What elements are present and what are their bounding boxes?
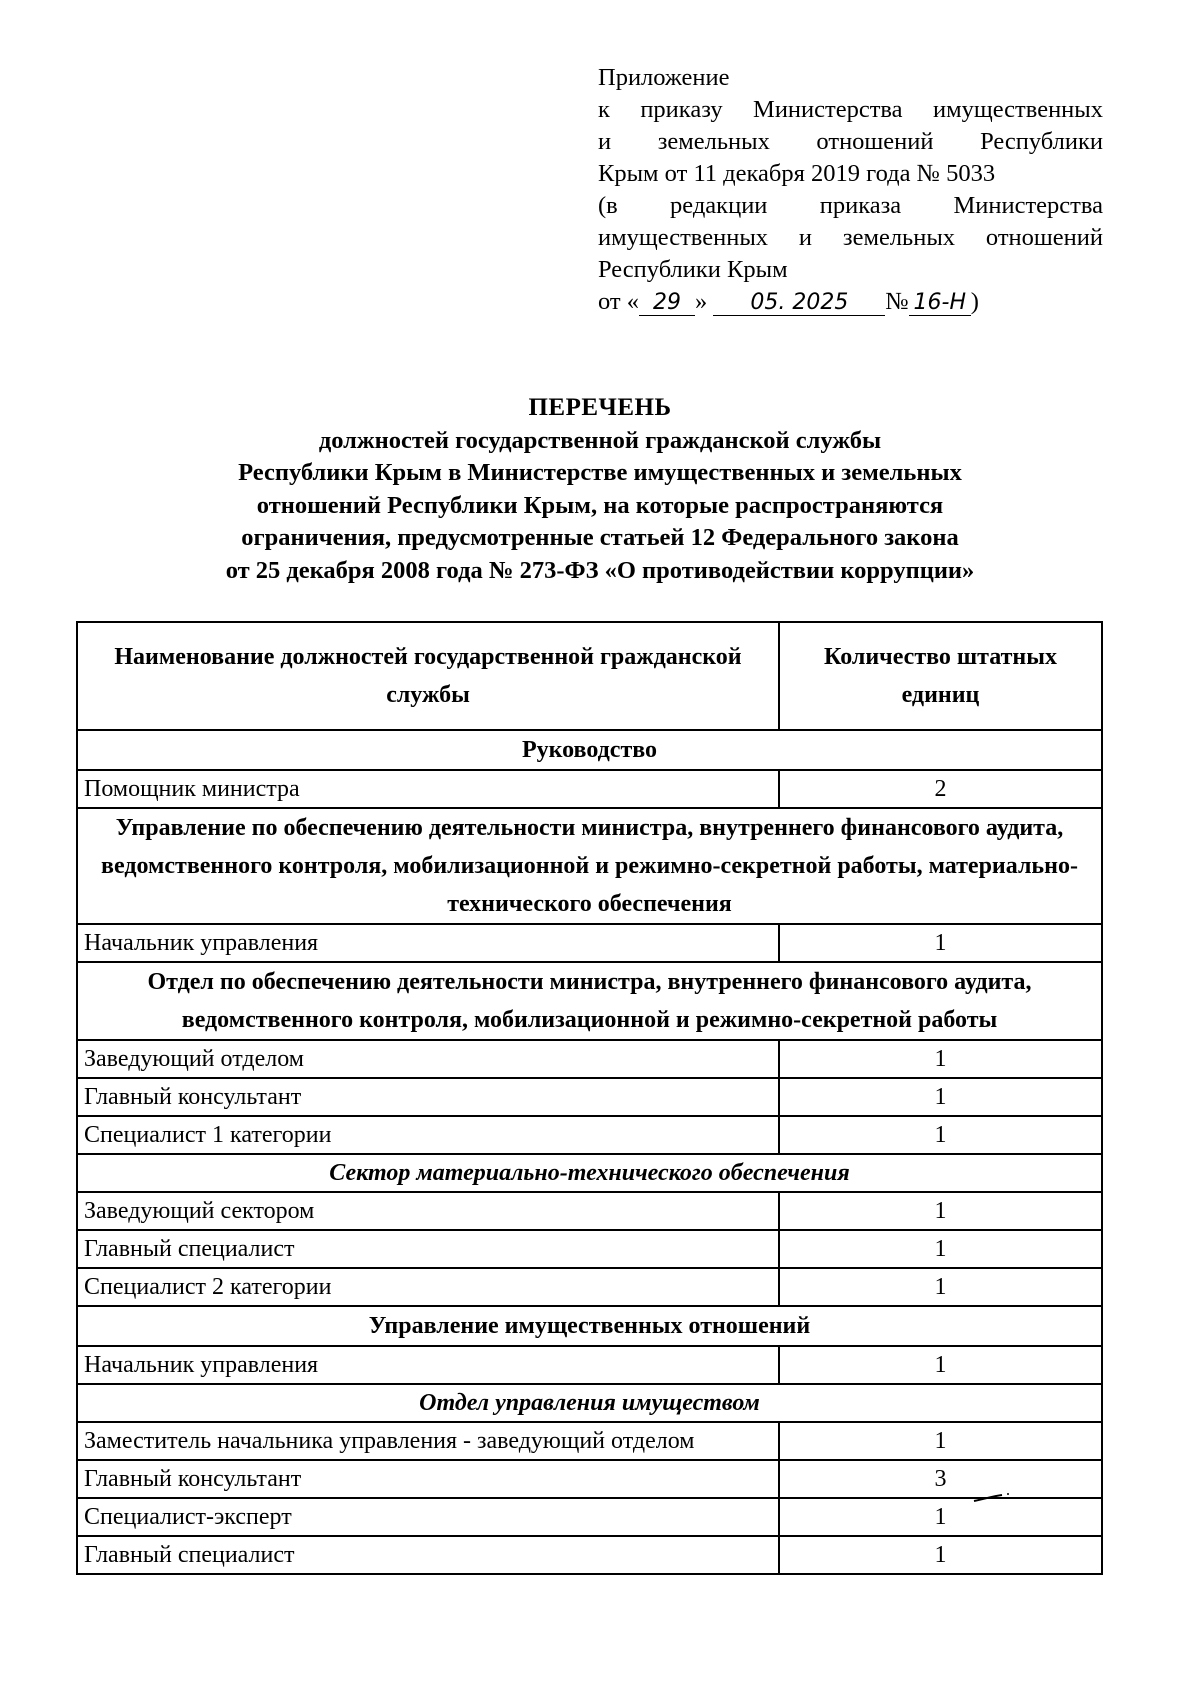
- position-name: Специалист-эксперт: [77, 1498, 779, 1536]
- section-title: Управление по обеспечению деятельности министра, внутреннего финансового аудита, ведомственного контроля, мобилизационной и режимно-секретной работы, материально-технического обеспечения: [77, 808, 1102, 924]
- section-row: [77, 962, 1102, 1040]
- position-name: Главный консультант: [77, 1460, 779, 1498]
- heading-line: от 25 декабря 2008 года № 273-ФЗ «О противодействии коррупции»: [225, 556, 975, 584]
- position-name: Заместитель начальника управления - заведующий отделом: [77, 1422, 779, 1460]
- handwritten-day: 29: [639, 291, 695, 316]
- table-row: [77, 1498, 1102, 1536]
- position-quantity: 2: [779, 770, 1102, 808]
- section-row: [77, 808, 1102, 924]
- document-heading: [60, 392, 1140, 587]
- handwritten-number: 16-Н: [909, 291, 971, 316]
- table-row: [77, 1536, 1102, 1574]
- position-quantity: 1: [779, 1040, 1102, 1078]
- table-row: [77, 1078, 1102, 1116]
- subsection-row: [77, 1384, 1102, 1422]
- position-name: Специалист 1 категории: [77, 1116, 779, 1154]
- appendix-line: и земельных отношений Республики: [598, 128, 1103, 155]
- heading-line: Республики Крым в Министерстве имущественных и земельных: [238, 459, 962, 486]
- appendix-line: к приказу Министерства имущественных: [598, 96, 1103, 123]
- appendix-line: Республики Крым: [598, 256, 788, 283]
- position-quantity: 1: [779, 1078, 1102, 1116]
- position-name: Заведующий сектором: [77, 1192, 779, 1230]
- document-title: ПЕРЕЧЕНЬ: [528, 394, 672, 421]
- positions-table: [76, 621, 1103, 1575]
- position-quantity: 1: [779, 1498, 1102, 1536]
- positions-table-body: [77, 622, 1102, 1574]
- position-name: Специалист 2 категории: [77, 1268, 779, 1306]
- position-name: Главный специалист: [77, 1230, 779, 1268]
- table-row: [77, 1460, 1102, 1498]
- date-prefix: от «: [598, 288, 640, 315]
- position-name: Главный специалист: [77, 1536, 779, 1574]
- position-quantity: 1: [779, 1422, 1102, 1460]
- table-row: [77, 1346, 1102, 1384]
- header-position-name: Наименование должностей государственной гражданской службы: [77, 622, 779, 730]
- position-name: Заведующий отделом: [77, 1040, 779, 1078]
- position-quantity: 1: [779, 1346, 1102, 1384]
- position-quantity: 3: [779, 1460, 1102, 1498]
- table-row: [77, 1040, 1102, 1078]
- position-quantity: 1: [779, 1268, 1102, 1306]
- appendix-line: (в редакции приказа Министерства: [598, 192, 1103, 219]
- subsection-row: [77, 1154, 1102, 1192]
- heading-line: ограничения, предусмотренные статьей 12 Федерального закона: [241, 524, 959, 551]
- position-quantity: 1: [779, 1116, 1102, 1154]
- appendix-line: Крым от 11 декабря 2019 года № 5033: [598, 160, 996, 187]
- position-name: Помощник министра: [77, 770, 779, 808]
- table-row: [77, 1268, 1102, 1306]
- table-row: [77, 1192, 1102, 1230]
- pen-mark: [972, 1490, 1012, 1504]
- position-name: Главный консультант: [77, 1078, 779, 1116]
- position-quantity: 1: [779, 1536, 1102, 1574]
- section-title: Отдел по обеспечению деятельности министра, внутреннего финансового аудита, ведомственного контроля, мобилизационной и режимно-секретной работы: [77, 962, 1102, 1040]
- section-row: [77, 1306, 1102, 1346]
- table-row: [77, 924, 1102, 962]
- table-header-row: [77, 622, 1102, 730]
- position-name: Начальник управления: [77, 1346, 779, 1384]
- subsection-title: Отдел управления имуществом: [77, 1384, 1102, 1422]
- table-row: [77, 1230, 1102, 1268]
- table-row: [77, 1422, 1102, 1460]
- header-quantity: Количество штатных единиц: [779, 622, 1102, 730]
- section-title: Управление имущественных отношений: [77, 1306, 1102, 1346]
- position-name: Начальник управления: [77, 924, 779, 962]
- position-quantity: 1: [779, 924, 1102, 962]
- order-date-line: [598, 286, 1103, 318]
- position-quantity: 1: [779, 1192, 1102, 1230]
- date-mid: »: [695, 288, 708, 315]
- number-sign: №: [885, 288, 909, 315]
- section-title: Руководство: [77, 730, 1102, 770]
- subsection-title: Сектор материально-технического обеспечения: [77, 1154, 1102, 1192]
- appendix-line: имущественных и земельных отношений: [598, 224, 1103, 251]
- appendix-title: Приложение: [598, 64, 730, 91]
- table-row: [77, 1116, 1102, 1154]
- appendix-block: [598, 62, 1103, 318]
- table-row: [77, 770, 1102, 808]
- handwritten-month-year: 05. 2025: [713, 291, 885, 316]
- heading-line: отношений Республики Крым, на которые распространяются: [256, 491, 944, 519]
- position-quantity: 1: [779, 1230, 1102, 1268]
- section-row: [77, 730, 1102, 770]
- date-suffix: ): [970, 288, 979, 315]
- heading-line: должностей государственной гражданской службы: [318, 426, 882, 454]
